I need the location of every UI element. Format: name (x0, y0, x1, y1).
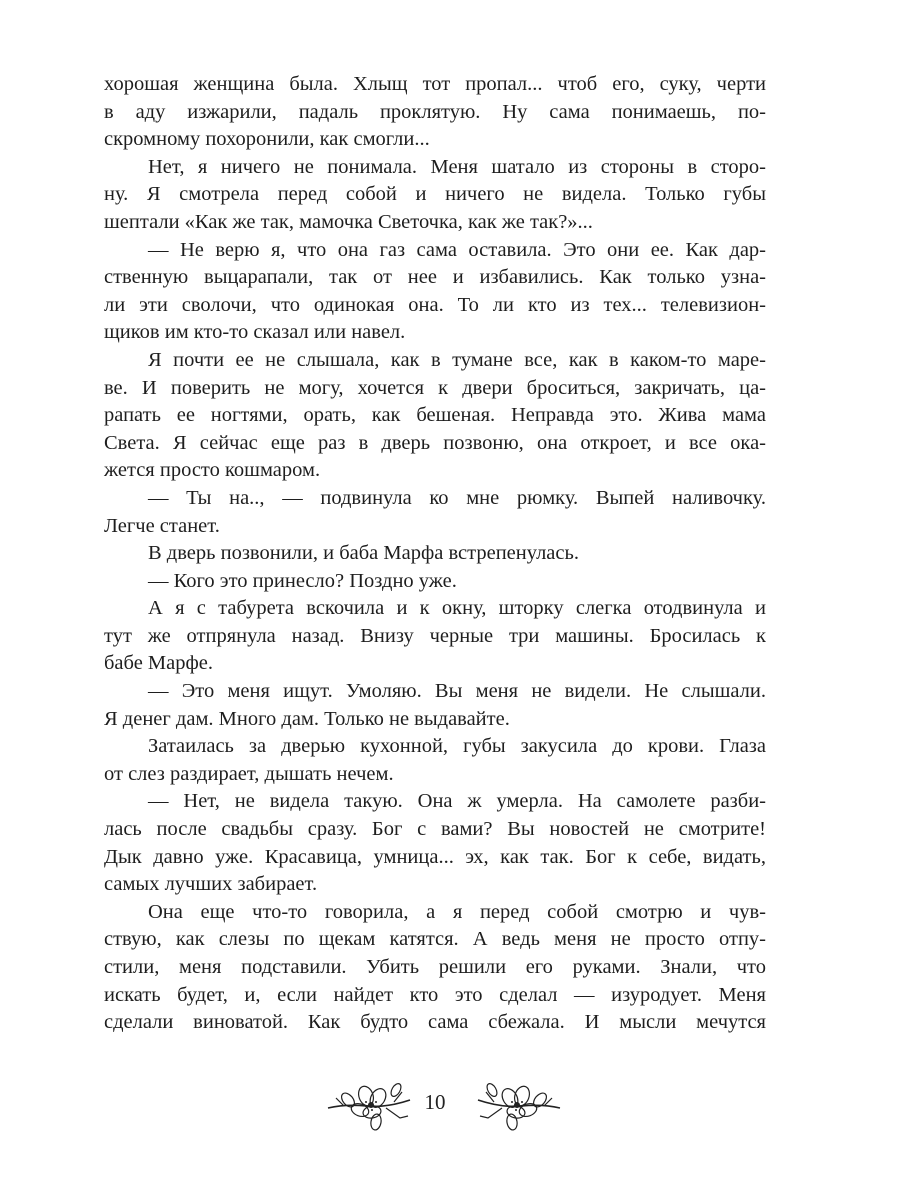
text-line: бабе Марфе. (104, 652, 213, 675)
text-line: Затаилась за дверью кухонной, губы закусила до крови. Глаза (148, 735, 766, 758)
text-line: Нет, я ничего не понимала. Меня шатало из стороны в сторо- (148, 155, 766, 178)
text-line: ве. И поверить не могу, хочется к двери броситься, закричать, ца- (104, 376, 766, 399)
text-line: ствую, как слезы по щекам катятся. А ведь меня не просто отпу- (104, 928, 766, 951)
text-line: ну. Я смотрела перед собой и ничего не видела. Только губы (104, 183, 766, 206)
text-line: скромному похоронили, как смогли... (104, 128, 430, 151)
text-line: лась после свадьбы сразу. Бог с вами? Вы новостей не смотрите! (104, 818, 766, 841)
page-body-text (104, 71, 766, 1037)
text-line: — Нет, не видела такую. Она ж умерла. На самолете разби- (148, 790, 766, 813)
page-number: 10 (424, 1090, 446, 1114)
text-line: искать будет, и, если найдет кто это сделал — изуродует. Меня (104, 983, 766, 1006)
text-line: Я почти ее не слышала, как в тумане все, как в каком-то маре- (148, 348, 766, 371)
text-line: тут же отпрянула назад. Внизу черные три машины. Бросилась к (104, 624, 766, 647)
text-line: Я денег дам. Много дам. Только не выдавайте. (104, 707, 510, 730)
text-line: в аду изжарили, падаль проклятую. Ну сама понимаешь, по- (104, 100, 766, 123)
text-line: — Не верю я, что она газ сама оставила. Это они ее. Как дар- (148, 238, 766, 261)
text-line: стили, меня подставили. Убить решили его руками. Знали, что (104, 956, 766, 978)
text-line: ственную выцарапали, так от нее и избавились. Как только узна- (104, 266, 766, 289)
text-line: щиков им кто-то сказал или навел. (104, 321, 406, 344)
text-line: сделали виноватой. Как будто сама сбежала. И мысли мечутся (104, 1011, 766, 1034)
text-line: Света. Я сейчас еще раз в дверь позвоню, она откроет, и все ока- (104, 431, 766, 454)
text-line: Дык давно уже. Красавица, умница... эх, как так. Бог к себе, видать, (104, 845, 766, 868)
text-line: жется просто кошмаром. (104, 459, 321, 482)
text-line: В дверь позвонили, и баба Марфа встрепенулась. (148, 542, 579, 565)
text-line: от слез раздирает, дышать нечем. (104, 762, 394, 785)
text-line: шептали «Как же так, мамочка Светочка, как же так?»... (104, 210, 593, 233)
magnolia-branch-icon (326, 1078, 416, 1132)
page-footer (0, 1078, 900, 1138)
text-line: — Ты на.., — подвинула ко мне рюмку. Выпей наливочку. (148, 486, 766, 509)
text-line: Она еще что-то говорила, а я перед собой смотрю и чув- (148, 900, 766, 923)
text-line: Легче станет. (104, 514, 220, 537)
text-line: — Кого это принесло? Поздно уже. (148, 569, 457, 592)
text-line: ли эти сволочи, что одинокая она. То ли кто из тех... телевизион- (104, 293, 766, 316)
text-line: самых лучших забирает. (104, 873, 318, 896)
text-line: хорошая женщина была. Хлыщ тот пропал... чтоб его, суку, черти (104, 73, 766, 95)
text-line: рапать ее ногтями, орать, как бешеная. Неправда это. Жива мама (104, 404, 766, 427)
text-line: А я с табурета вскочила и к окну, шторку слегка отодвинула и (148, 597, 766, 620)
magnolia-branch-icon (472, 1078, 562, 1132)
text-line: — Это меня ищут. Умоляю. Вы меня не видели. Не слышали. (148, 680, 766, 703)
